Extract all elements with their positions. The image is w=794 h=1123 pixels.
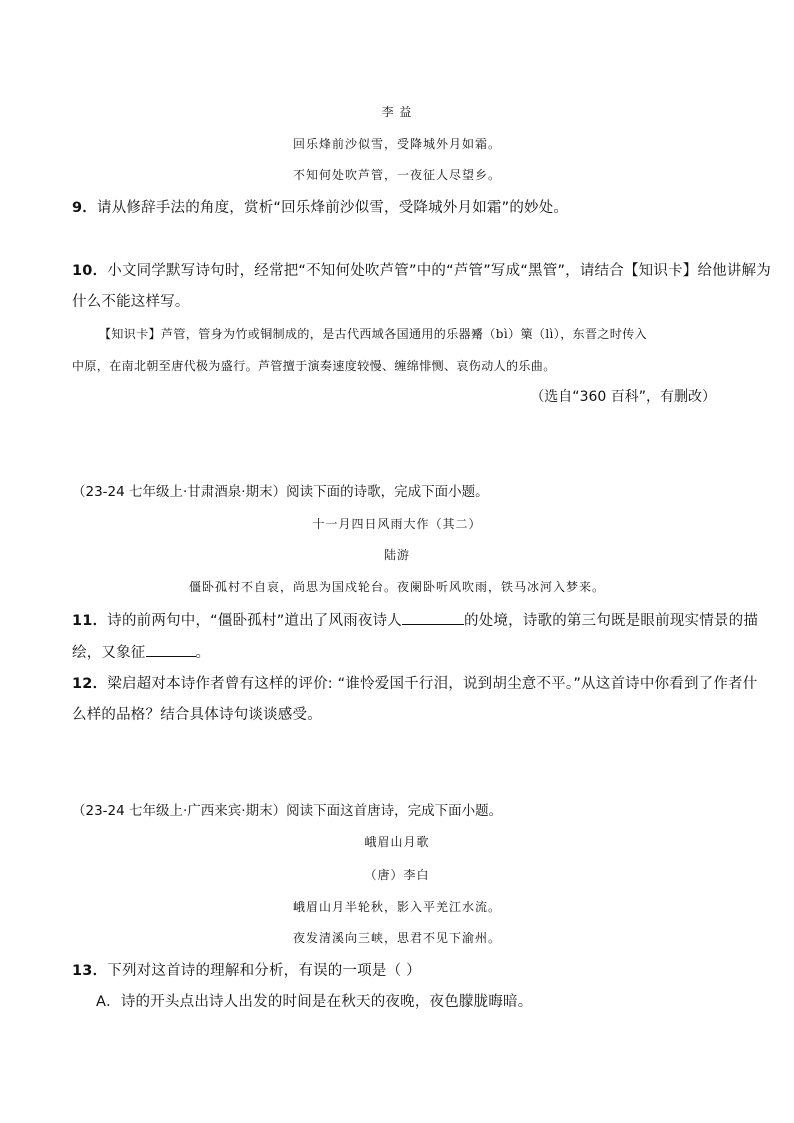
question-13-option-a[interactable]: A．诗的开头点出诗人出发的时间是在秋天的夜晚，夜色朦胧晦暗。 xyxy=(96,994,533,1010)
poem2-author: 陆游 xyxy=(383,548,410,562)
knowledge-card-line-1: 【知识卡】芦管，管身为竹或铜制成的，是古代西域各国通用的乐器觱（bì）篥（lì），东晋之时传入 xyxy=(99,327,647,341)
question-13-number: 13． xyxy=(72,963,108,979)
poem3-title: 峨眉山月歌 xyxy=(364,835,430,849)
knowledge-card-source: （选自“360 百科”，有删改） xyxy=(530,389,716,405)
section-3-intro: （23-24 七年级上·广西来宾·期末）阅读下面这首唐诗，完成下面小题。 xyxy=(72,803,503,819)
poem3-line-2: 夜发清溪向三峡，思君不见下渝州。 xyxy=(292,931,501,945)
question-11-number: 11． xyxy=(72,613,108,629)
question-10-number: 10． xyxy=(72,263,108,279)
section-2-intro: （23-24 七年级上·甘肃酒泉·期末）阅读下面的诗歌，完成下面小题。 xyxy=(72,484,489,500)
question-11-line-2 xyxy=(72,642,210,663)
poem1-author: 李 益 xyxy=(381,105,413,119)
question-11-text-4: 。 xyxy=(195,645,211,661)
poem2-line: 僵卧孤村不自哀，尚思为国戍轮台。夜阑卧听风吹雨，铁马冰河入梦来。 xyxy=(188,580,605,594)
question-11-text-2: 的处境，诗歌的第三句既是眼前现实情景的描 xyxy=(464,613,759,629)
question-11-line-1 xyxy=(72,610,758,631)
question-10-text-1: 小文同学默写诗句时，经常把“不知何处吹芦管”中的“芦管”写成“黑管”，请结合【知识卡】给他讲解为 xyxy=(107,263,771,279)
question-10-line-2: 什么不能这样写。 xyxy=(72,294,190,310)
question-12-line-2: 么样的品格？结合具体诗句谈谈感受。 xyxy=(72,707,322,723)
question-11-text-3: 绘，又象征 xyxy=(72,645,146,661)
poem1-line-2: 不知何处吹芦管，一夜征人尽望乡。 xyxy=(292,168,501,182)
question-12-line-1 xyxy=(72,674,757,694)
question-12-number: 12． xyxy=(72,676,108,692)
question-13 xyxy=(72,961,421,981)
question-10-line-1 xyxy=(72,261,771,281)
poem1-line-1: 回乐烽前沙似雪，受降城外月如霜。 xyxy=(292,137,501,151)
question-9 xyxy=(72,198,568,218)
poem3-author: （唐）李白 xyxy=(364,868,430,882)
question-13-text: 下列对这首诗的理解和分析，有误的一项是（ ） xyxy=(107,963,421,979)
question-11-text-1: 诗的前两句中，“僵卧孤村”道出了风雨夜诗人 xyxy=(107,613,403,629)
question-9-number: 9． xyxy=(72,200,97,216)
question-12-text-1: 梁启超对本诗作者曾有这样的评价: “谁怜爱国千行泪，说到胡尘意不平。”从这首诗中你看到了作者什 xyxy=(107,676,758,692)
poem3-line-1: 峨眉山月半轮秋，影入平羌江水流。 xyxy=(292,900,501,914)
question-11-blank-1[interactable] xyxy=(402,610,464,625)
poem2-title: 十一月四日风雨大作（其二） xyxy=(312,517,482,531)
knowledge-card-line-2: 中原，在南北朝至唐代极为盛行。芦管擅于演奏速度较慢、缠绵悱恻、哀伤动人的乐曲。 xyxy=(72,359,556,373)
question-9-text: 请从修辞手法的角度，赏析“回乐烽前沙似雪，受降城外月如霜”的妙处。 xyxy=(97,200,569,216)
question-11-blank-2[interactable] xyxy=(146,642,196,657)
